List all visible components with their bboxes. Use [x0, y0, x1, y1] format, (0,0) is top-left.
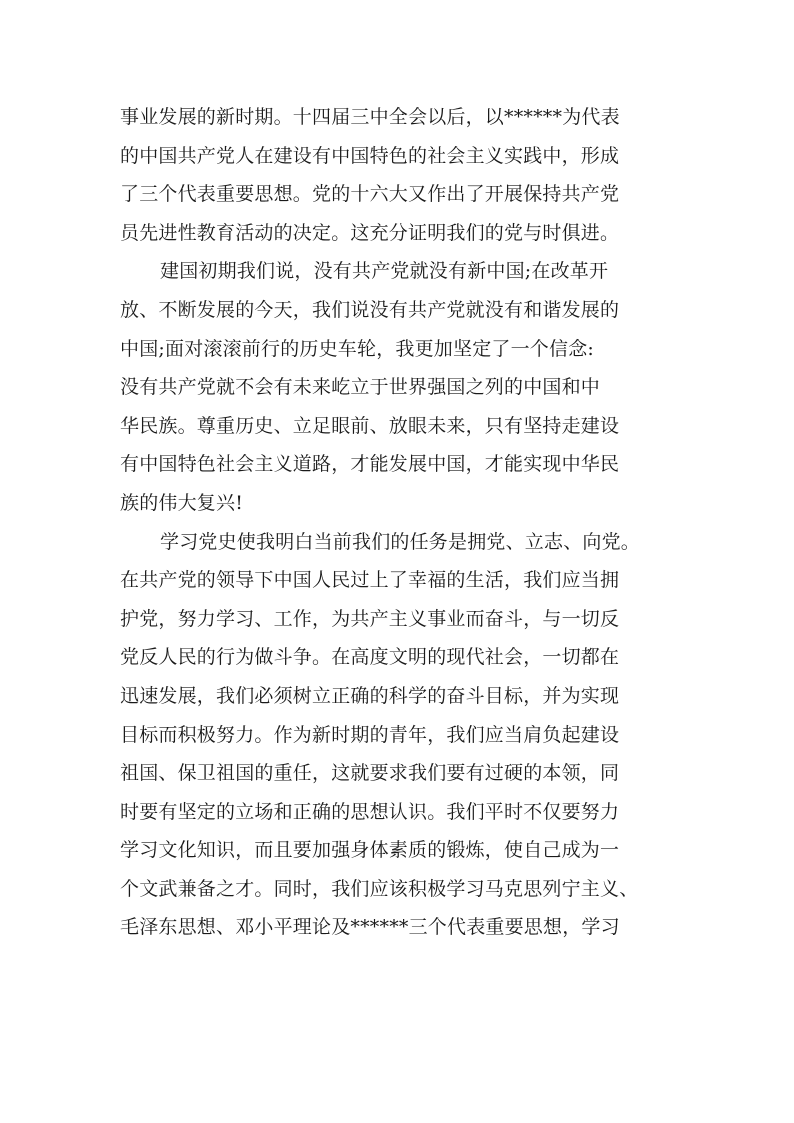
text-line: 在共产党的领导下中国人民过上了幸福的生活，我们应当拥: [120, 569, 620, 592]
paragraph-first-line: 学习党史使我明白当前我们的任务是拥党、立志、向党。: [160, 530, 641, 553]
text-line: 个文武兼备之才。同时，我们应该积极学习马克思列宁主义、: [120, 877, 639, 900]
text-line: 党反人民的行为做斗争。在高度文明的现代社会，一切都在: [120, 646, 620, 669]
text-line: 没有共产党就不会有未来屹立于世界强国之列的中国和中: [120, 376, 601, 399]
text-line: 中国;面对滚滚前行的历史车轮，我更加坚定了一个信念:: [120, 337, 595, 360]
text-line: 迅速发展，我们必须树立正确的科学的奋斗目标，并为实现: [120, 684, 620, 707]
text-line: 目标而积极努力。作为新时期的青年，我们应当肩负起建设: [120, 723, 620, 746]
body-text: [120, 98, 680, 947]
text-line: 华民族。尊重历史、立足眼前、放眼未来，只有坚持走建设: [120, 414, 620, 437]
text-line: 员先进性教育活动的决定。这充分证明我们的党与时俱进。: [120, 221, 620, 244]
text-line: 放、不断发展的今天，我们说没有共产党就没有和谐发展的: [120, 298, 620, 321]
text-line: 学习文化知识，而且要加强身体素质的锻炼，使自己成为一: [120, 839, 620, 862]
text-line: 事业发展的新时期。十四届三中全会以后，以******为代表: [120, 106, 620, 128]
paragraph-first-line: 建国初期我们说，没有共产党就没有新中国;在改革开: [160, 260, 609, 283]
text-line: 有中国特色社会主义道路，才能发展中国，才能实现中华民: [120, 453, 620, 476]
text-line: 时要有坚定的立场和正确的思想认识。我们平时不仅要努力: [120, 800, 620, 823]
text-line: 护党，努力学习、工作，为共产主义事业而奋斗，与一切反: [120, 607, 620, 630]
text-line: 毛泽东思想、邓小平理论及******三个代表重要思想，学习: [120, 916, 620, 939]
text-line: 的中国共产党人在建设有中国特色的社会主义实践中，形成: [120, 144, 620, 167]
text-line: 了三个代表重要思想。党的十六大又作出了开展保持共产党: [120, 183, 620, 206]
text-line: 族的伟大复兴!: [120, 491, 244, 514]
text-line: 祖国、保卫祖国的重任，这就要求我们要有过硬的本领，同: [120, 762, 620, 785]
